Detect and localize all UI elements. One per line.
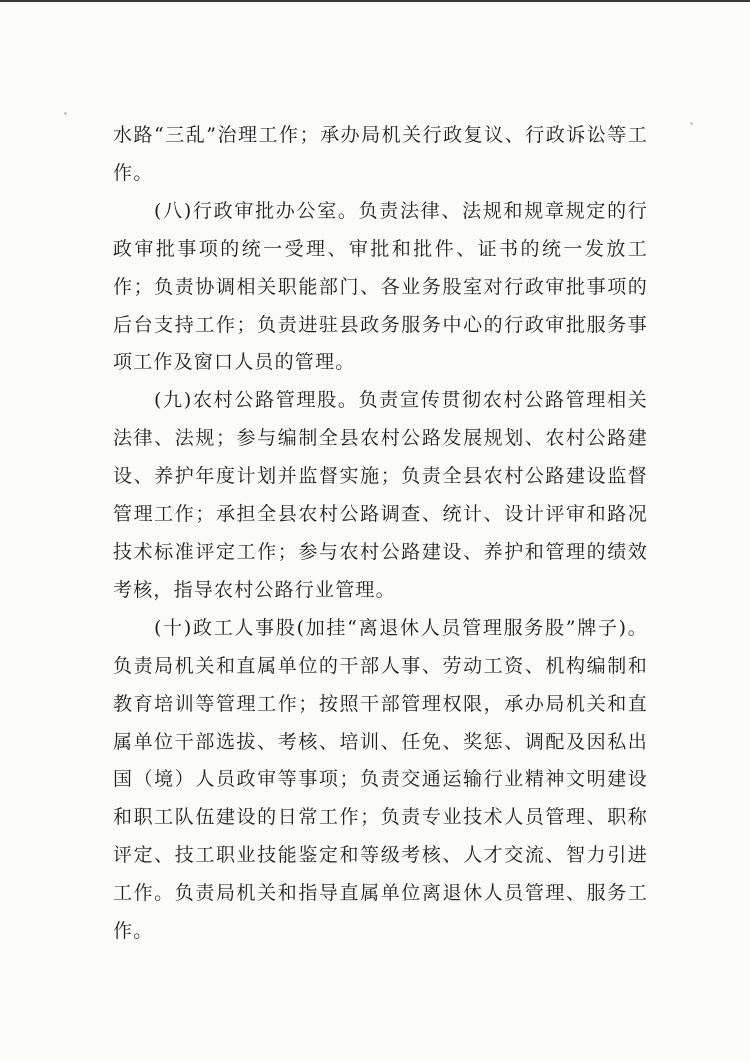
paragraph-personnel-section: (十)政工人事股(加挂“离退休人员管理服务股”牌子)。负责局机关和直属单位的干部人事、劳动工资、机构编制和教育培训等管理工作；按照干部管理权限，承办局机关和直属单位干部选拔、考核、培训、任免、奖惩、调配及因私出国（境）人员政审等事项；负责交通运输行业精神文明建设和职工队伍建设的日常工作；负责专业技术人员管理、职称评定、技工职业技能鉴定和等级考核、人才交流、智力引进工作。负责局机关和指导直属单位离退休人员管理、服务工作。 [113, 616, 648, 943]
document-body [113, 117, 648, 951]
scan-speck [690, 122, 693, 125]
paragraph-admin-approval-office: (八)行政审批办公室。负责法律、法规和规章规定的行政审批事项的统一受理、审批和批件、证书的统一发放工作；负责协调相关职能部门、各业务股室对行政审批事项的后台支持工作；负责进驻县政务服务中心的行政审批服务事项工作及窗口人员的管理。 [113, 199, 648, 374]
scan-speck [64, 112, 67, 115]
paragraph-rural-road-management: (九)农村公路管理股。负责宣传贯彻农村公路管理相关法律、法规；参与编制全县农村公路发展规划、农村公路建设、养护年度计划并监督实施；负责全县农村公路建设监督管理工作；承担全县农村公路调查、统计、设计评审和路况技术标准评定工作；参与农村公路建设、养护和管理的绩效考核，指导农村公路行业管理。 [113, 389, 648, 601]
paragraph-continuation: 水路“三乱”治理工作；承办局机关行政复议、行政诉讼等工作。 [113, 124, 648, 184]
scan-top-edge [0, 0, 750, 2]
